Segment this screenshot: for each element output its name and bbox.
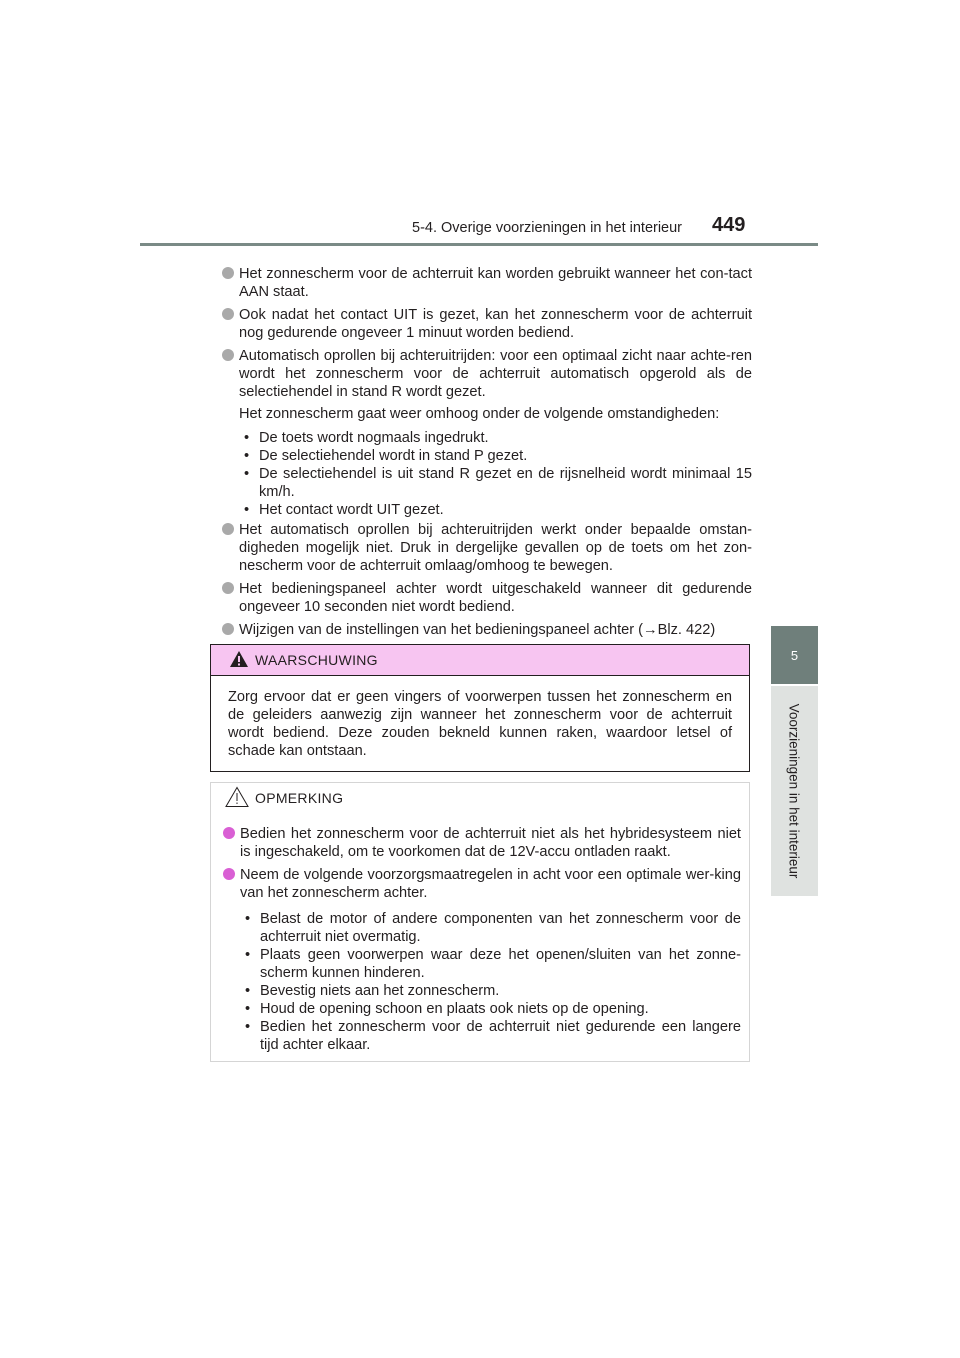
warning-text: Zorg ervoor dat er geen vingers of voorwerpen tussen het zonnescherm en de geleiders aanwezig zijn wanneer het zonnescherm voor de achterruit wordt bediend. Deze zouden bekneld kunnen raken, waardoor letsel of schade kan ontstaan. xyxy=(228,689,732,759)
bullet-dot-icon xyxy=(223,827,235,839)
list-item: • Belast de motor of andere componenten van het zonnescherm voor de achterruit niet overmatig. xyxy=(245,911,741,945)
list-item xyxy=(223,866,741,902)
page-number: 449 xyxy=(712,214,746,236)
bullet-dot-icon xyxy=(222,267,234,279)
list-item xyxy=(222,265,752,301)
list-item xyxy=(223,825,741,861)
auto-roll-intro: Het zonnescherm gaat weer omhoog onder de volgende omstandigheden: xyxy=(239,406,720,422)
bullet-text: Het zonnescherm voor de achterruit kan worden gebruikt wanneer het con-tact AAN staat. xyxy=(239,266,752,300)
list-item: • Het contact wordt UIT gezet. xyxy=(244,502,444,518)
warning-box xyxy=(210,644,750,772)
header-rule xyxy=(140,243,818,246)
list-item: • De selectiehendel is uit stand R gezet en de rijsnelheid wordt minimaal 15 km/h. xyxy=(244,466,752,500)
warning-header xyxy=(211,645,749,676)
bullet-dot-icon xyxy=(222,523,234,535)
chapter-number-tab: 5 xyxy=(771,626,818,684)
notice-box xyxy=(210,782,750,1062)
bullet-text: Automatisch oprollen bij achteruitrijden: voor een optimaal zicht naar achte-ren wordt het zonnescherm voor de achterruit automatisch opgerold als de selectiehendel in stand R wordt gezet. xyxy=(239,348,752,400)
bullet-dot-icon xyxy=(222,308,234,320)
list-item: • Plaats geen voorwerpen waar deze het openen/sluiten van het zonne-scherm kunnen hinderen. xyxy=(245,947,741,981)
notice-body xyxy=(211,813,749,1054)
list-item xyxy=(222,347,752,401)
list-item xyxy=(222,306,752,342)
list-item: • De selectiehendel wordt in stand P gezet. xyxy=(244,448,528,464)
bullet-dot-icon xyxy=(222,349,234,361)
list-item: • De toets wordt nogmaals ingedrukt. xyxy=(244,430,489,446)
chapter-title: Voorzieningen in het interieur xyxy=(786,703,802,879)
notice-header xyxy=(211,783,749,813)
list-item: • Houd de opening schoon en plaats ook niets op de opening. xyxy=(245,1001,649,1017)
bullet-dot-icon xyxy=(222,623,234,635)
list-item: • Bevestig niets aan het zonnescherm. xyxy=(245,983,500,999)
section-title: 5-4. Overige voorzieningen in het interieur xyxy=(412,220,683,236)
bullet-text: Het automatisch oprollen bij achteruitrijden werkt onder bepaalde omstan-digheden mogelijk niet. Druk in dergelijke gevallen op de toets om het zon-nescherm voor de achterruit omlaag/omhoog te bewegen. xyxy=(239,522,752,574)
notice-precautions xyxy=(240,910,741,1054)
auto-roll-conditions xyxy=(239,429,752,519)
list-item xyxy=(222,521,752,575)
bullet-text: Het bedieningspaneel achter wordt uitgeschakeld wanneer dit gedurende ongeveer 10 seconden niet wordt bediend. xyxy=(239,581,752,615)
list-item xyxy=(222,580,752,616)
bullet-text: Bedien het zonnescherm voor de achterruit niet als het hybridesysteem niet is ingeschakeld, om te voorkomen dat de 12V-accu ontladen raakt. xyxy=(240,826,741,860)
bullet-text: Ook nadat het contact UIT is gezet, kan het zonnescherm voor de achterruit nog gedurende ongeveer 1 minuut worden bediend. xyxy=(239,307,752,341)
notice-title: OPMERKING xyxy=(255,790,344,806)
bullet-dot-icon xyxy=(222,582,234,594)
warning-triangle-icon xyxy=(229,650,249,668)
bullet-dot-icon xyxy=(223,868,235,880)
caution-triangle-icon xyxy=(225,786,249,808)
bullet-text: Wijzigen van de instellingen van het bedieningspaneel achter (→Blz. 422) xyxy=(239,622,716,638)
list-item xyxy=(222,621,752,639)
list-item: • Bedien het zonnescherm voor de achterruit niet gedurende een langere tijd achter elkaar. xyxy=(245,1019,741,1053)
warning-title: WAARSCHUWING xyxy=(255,652,378,668)
bullet-text: Neem de volgende voorzorgsmaatregelen in acht voor een optimale wer-king van het zonnescherm achter. xyxy=(240,867,741,901)
main-content xyxy=(222,265,752,644)
